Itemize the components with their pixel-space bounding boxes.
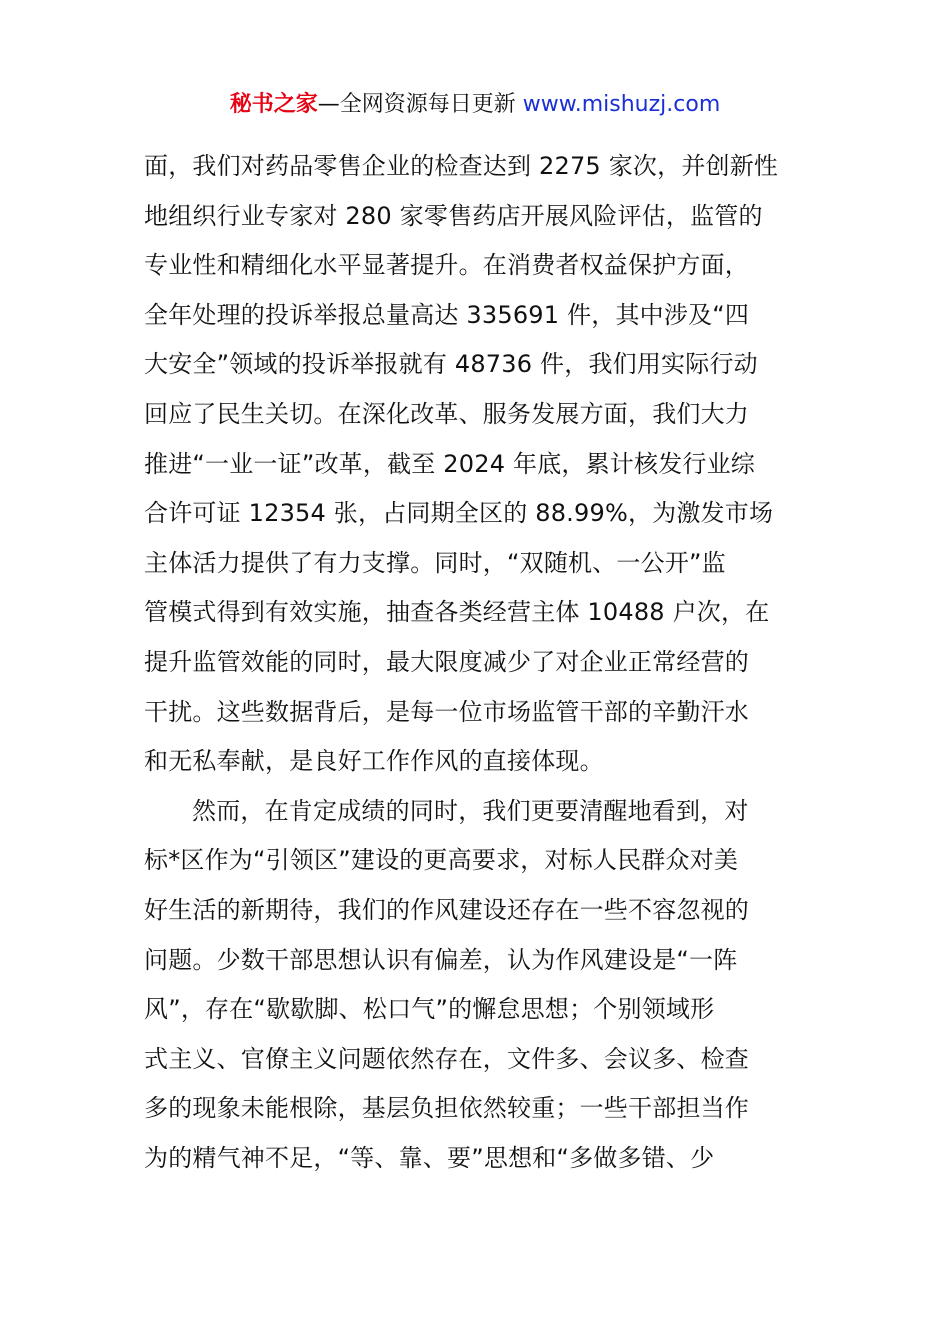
text-line: 然而，在肯定成绩的同时，我们更要清醒地看到，对 [192, 796, 749, 825]
text-line: 地组织行业专家对 280 家零售药店开展风险评估，监管的 [144, 201, 763, 230]
text-line: 专业性和精细化水平显著提升。在消费者权益保护方面， [144, 251, 749, 280]
text-line: 提升监管效能的同时，最大限度减少了对企业正常经营的 [144, 647, 749, 676]
text-line: 大安全”领域的投诉举报就有 48736 件，我们用实际行动 [144, 350, 758, 379]
text-line: 问题。少数干部思想认识有偏差，认为作风建设是“一阵 [144, 945, 738, 974]
document-body [144, 146, 808, 1187]
text-line: 管模式得到有效实施，抽查各类经营主体 10488 户次，在 [144, 598, 770, 627]
text-line: 合许可证 12354 张，占同期全区的 88.99%，为激发市场 [144, 499, 774, 528]
paragraph-2 [144, 791, 808, 1188]
text-line: 和无私奉献，是良好工作作风的直接体现。 [144, 747, 604, 776]
text-line: 标*区作为“引领区”建设的更高要求，对标人民群众对美 [144, 846, 739, 875]
text-line: 为的精气神不足，“等、靠、要”思想和“多做多错、少 [144, 1143, 715, 1172]
text-line: 主体活力提供了有力支撑。同时，“双随机、一公开”监 [144, 548, 726, 577]
text-line: 好生活的新期待，我们的作风建设还存在一些不容忽视的 [144, 895, 749, 924]
text-line: 面，我们对药品零售企业的检查达到 2275 家次，并创新性 [144, 152, 779, 180]
site-tagline: —全网资源每日更新 [317, 92, 523, 117]
text-line: 全年处理的投诉举报总量高达 335691 件，其中涉及“四 [144, 300, 750, 329]
text-line: 推进“一业一证”改革，截至 2024 年底，累计核发行业综 [144, 449, 756, 478]
text-line: 回应了民生关切。在深化改革、服务发展方面，我们大力 [144, 399, 749, 428]
paragraph-1 [144, 146, 808, 791]
site-header [0, 88, 950, 122]
text-line: 风”，存在“歇歇脚、松口气”的懈怠思想；个别领域形 [144, 995, 715, 1024]
text-line: 多的现象未能根除，基层负担依然较重；一些干部担当作 [144, 1094, 749, 1123]
text-line: 干扰。这些数据背后，是每一位市场监管干部的辛勤汗水 [144, 697, 749, 726]
site-url-link[interactable]: www.mishuzj.com [522, 92, 721, 117]
text-line: 式主义、官僚主义问题依然存在，文件多、会议多、检查 [144, 1044, 749, 1073]
site-brand: 秘书之家 [229, 92, 318, 117]
